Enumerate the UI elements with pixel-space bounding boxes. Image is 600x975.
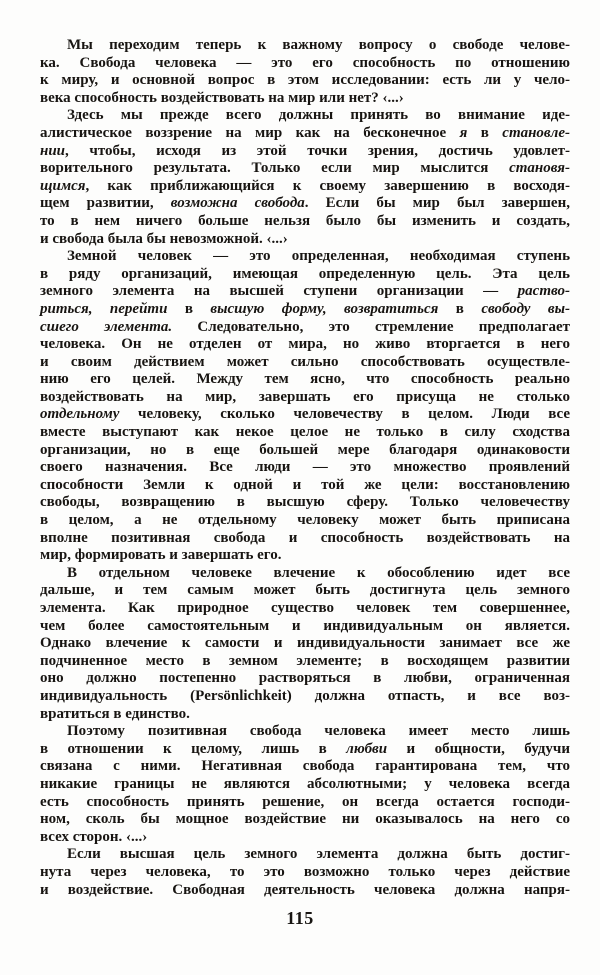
text-line xyxy=(40,406,570,424)
text-run: Земной человек — это определенная, необходимая ступень xyxy=(67,248,570,265)
text-run: нию его целей. Между тем ясно, что способность реально xyxy=(40,371,570,388)
text-line xyxy=(40,389,570,407)
text-line xyxy=(40,231,570,249)
text-line xyxy=(40,283,570,301)
text-run: вполне позитивная свобода и способность воздействовать на xyxy=(40,529,570,546)
text-line xyxy=(40,301,570,319)
text-line xyxy=(40,846,570,864)
text-run: всех сторон. ‹...› xyxy=(40,828,148,845)
text-run: в xyxy=(167,300,211,317)
text-line xyxy=(40,530,570,548)
text-run: вместе выступают как некое целое не только в силу сходства xyxy=(40,424,570,441)
text-line xyxy=(40,723,570,741)
italic-text-run: щимся xyxy=(40,177,86,194)
text-line xyxy=(40,37,570,55)
text-run: ном, сколь бы мощное воздействие ни оказывалось на него со xyxy=(40,811,570,828)
text-line xyxy=(40,459,570,477)
text-run: человека. Он не отделен от мира, но живо вторгается в него xyxy=(40,336,570,353)
text-line xyxy=(40,213,570,231)
text-run: века способность воздействовать на мир или нет? ‹...› xyxy=(40,89,404,106)
text-run: организации, но в еще большей мере благодаря одинаковости xyxy=(40,441,570,458)
paragraph xyxy=(40,565,570,723)
text-line xyxy=(40,829,570,847)
paragraph xyxy=(40,846,570,899)
text-run: ка. Свобода человека — это его способность по отношению xyxy=(40,54,570,71)
text-line xyxy=(40,143,570,161)
text-run: оно должно постепенно растворяться в любви, ограниченная xyxy=(40,670,570,687)
text-line xyxy=(40,72,570,90)
italic-text-run: любви xyxy=(346,740,388,757)
text-run: подчиненное место в земном элементе; в восходящем развитии xyxy=(40,652,570,669)
text-line xyxy=(40,794,570,812)
text-run: в ряду организаций, имеющая определенную цель. Эта цель xyxy=(40,265,570,282)
text-run: и свобода была бы невозможной. ‹...› xyxy=(40,230,288,247)
italic-text-run: я xyxy=(459,124,468,141)
text-line xyxy=(40,107,570,125)
italic-text-run: становя- xyxy=(509,160,570,177)
text-run: воздействовать на мир, завершать его присуща не столько xyxy=(40,388,570,405)
italic-text-run: отдельному xyxy=(40,406,120,423)
text-line xyxy=(40,635,570,653)
text-run: Мы переходим теперь к важному вопросу о свободе челове- xyxy=(67,37,570,53)
paragraph xyxy=(40,248,570,565)
paragraph xyxy=(40,37,570,107)
text-line xyxy=(40,125,570,143)
italic-text-run: раство- xyxy=(517,283,570,300)
text-run: в целом, а не отдельному человеку может быть приписана xyxy=(40,512,570,529)
text-line xyxy=(40,477,570,495)
text-run: Однако влечение к самости и индивидуальности занимает все же xyxy=(40,635,570,652)
text-line xyxy=(40,653,570,671)
text-run: земного элемента на высшей ступени организации — xyxy=(40,283,518,300)
text-run: мир, формировать и завершать его. xyxy=(40,547,282,564)
text-line xyxy=(40,706,570,724)
text-line xyxy=(40,582,570,600)
text-run: Поэтому позитивная свобода человека имеет место лишь xyxy=(67,723,570,740)
text-run: Здесь мы прежде всего должны принять во внимание иде- xyxy=(67,107,570,124)
text-run: Если высшая цель земного элемента должна быть достиг- xyxy=(67,846,570,863)
text-line xyxy=(40,90,570,108)
italic-text-run: свободу вы- xyxy=(481,300,570,317)
text-line xyxy=(40,354,570,372)
text-line xyxy=(40,424,570,442)
text-line xyxy=(40,494,570,512)
paragraph xyxy=(40,723,570,846)
text-line xyxy=(40,266,570,284)
text-run: алистическое воззрение на мир как на бесконечное xyxy=(40,124,460,141)
text-run: связана с ними. Негативная свобода гарантирована тем, что xyxy=(40,758,570,775)
text-run: , чтобы, исходя из этой точки зрения, достичь удовлет- xyxy=(65,142,570,159)
text-run: , как приближающийся к своему завершению в восходя- xyxy=(85,177,570,194)
italic-text-run: нии xyxy=(40,142,66,159)
text-run: В отдельном человеке влечение к обособлению идет все xyxy=(67,564,570,581)
text-line xyxy=(40,160,570,178)
text-line xyxy=(40,882,570,900)
text-line xyxy=(40,670,570,688)
text-run: в xyxy=(467,124,503,141)
text-block xyxy=(40,37,570,899)
text-run: свободы, возвращению в высшую сферу. Только человечеству xyxy=(40,494,570,511)
text-run: в xyxy=(438,300,482,317)
text-run: и общности, будучи xyxy=(387,740,570,757)
text-run: способности Земли к одной и той же цели: восстановлению xyxy=(40,476,570,493)
text-run: вратиться в единство. xyxy=(40,705,190,722)
text-run: и воздействие. Свободная деятельность человека должна напря- xyxy=(40,881,570,898)
text-line xyxy=(40,336,570,354)
text-run: щем развитии, xyxy=(40,195,171,212)
text-line xyxy=(40,618,570,636)
text-line xyxy=(40,688,570,706)
text-run: своего назначения. Все люди — это множество проявлений xyxy=(40,459,570,476)
text-line xyxy=(40,547,570,565)
text-run: есть способность принять решение, он всегда остается господи- xyxy=(40,793,570,810)
text-line xyxy=(40,565,570,583)
text-line xyxy=(40,248,570,266)
text-line xyxy=(40,776,570,794)
text-run: то в нем ничего больше нельзя было бы изменить и создать, xyxy=(40,212,570,229)
italic-text-run: риться, перейти xyxy=(40,300,168,317)
italic-text-run: высшую форму, возвратиться xyxy=(210,300,439,317)
text-run: дальше, и тем самым может быть достигнута цель земного xyxy=(40,582,570,599)
text-run: ворительного результата. Только если мир мыслится xyxy=(40,160,510,177)
text-run: индивидуальность (Persönlichkeit) должна отпасть, и все воз- xyxy=(40,687,570,704)
text-line xyxy=(40,758,570,776)
text-line xyxy=(40,55,570,73)
text-line xyxy=(40,741,570,759)
text-line xyxy=(40,371,570,389)
text-run: элемента. Как природное существо человек тем совершеннее, xyxy=(40,600,570,616)
text-line xyxy=(40,811,570,829)
italic-text-run: становле- xyxy=(502,124,570,141)
page-number: 115 xyxy=(286,908,314,928)
text-run: никакие границы не являются абсолютными; у человека всегда xyxy=(40,775,570,792)
italic-text-run: сшего элемента. xyxy=(40,318,173,335)
text-run: и своим действием может сильно способствовать осуществле- xyxy=(40,353,570,370)
italic-text-run: возможна свобода xyxy=(170,195,305,212)
text-run: к миру, и основной вопрос в этом исследовании: есть ли у чело- xyxy=(40,72,570,89)
text-run: человеку, сколько человечеству в целом. Люди все xyxy=(119,406,570,423)
paragraph xyxy=(40,107,570,248)
text-line xyxy=(40,178,570,196)
text-run: чем более самостоятельным и индивидуальным он является. xyxy=(40,617,570,634)
text-line xyxy=(40,195,570,213)
text-line xyxy=(40,864,570,882)
text-line xyxy=(40,319,570,337)
text-run: нута через человека, то это возможно только через действие xyxy=(40,863,570,880)
text-run: Следовательно, это стремление предполагает xyxy=(172,318,570,335)
text-line xyxy=(40,512,570,530)
text-line xyxy=(40,442,570,460)
text-line xyxy=(40,600,570,618)
text-run: в отношении к целому, лишь в xyxy=(40,740,347,757)
text-run: . Если бы мир был завершен, xyxy=(304,195,570,212)
